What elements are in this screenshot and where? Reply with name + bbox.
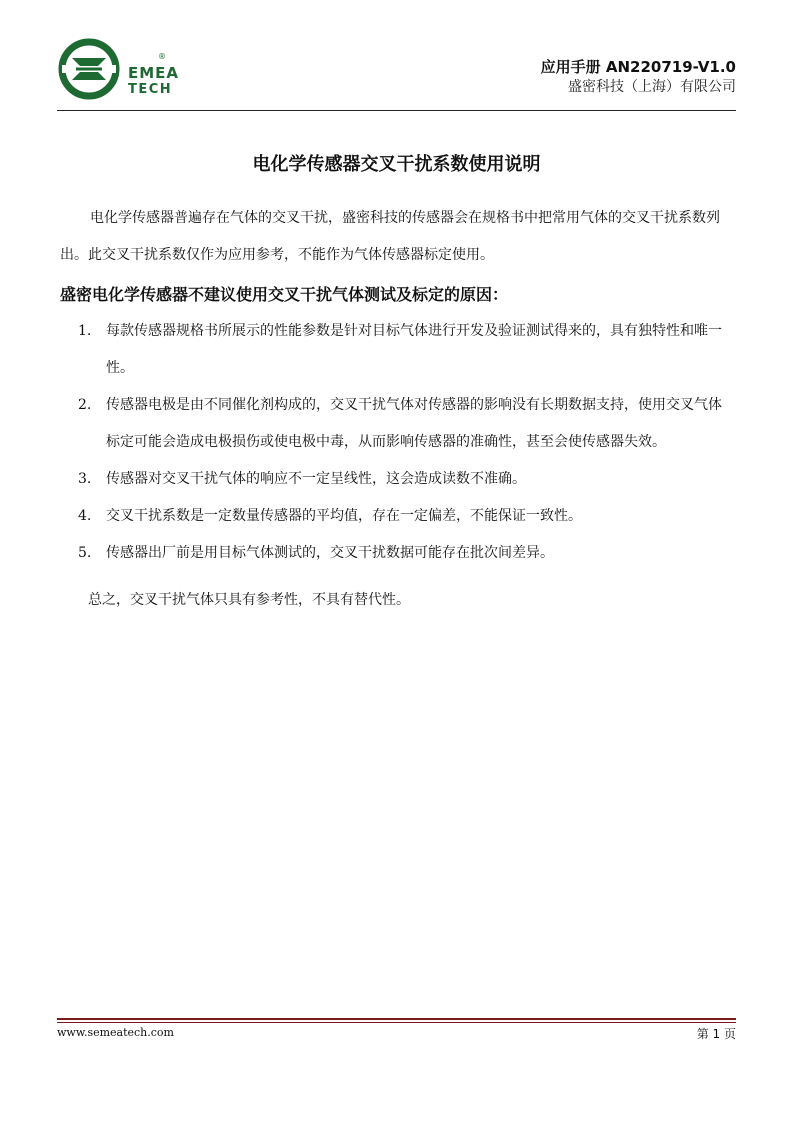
- list-text: 每款传感器规格书所展示的性能参数是针对目标气体进行开发及验证测试得来的，具有独特性和唯一性。: [106, 323, 722, 376]
- header-divider: [57, 110, 736, 111]
- summary-paragraph: 总之，交叉干扰气体只具有参考性，不具有替代性。: [88, 592, 410, 608]
- logo-word-tech: TECH: [128, 82, 173, 97]
- list-item: [78, 313, 734, 387]
- list-text: 交叉干扰系数是一定数量传感器的平均值，存在一定偏差，不能保证一致性。: [106, 508, 582, 524]
- logo-word-emea: EMEA: [128, 64, 180, 82]
- list-number: 1.: [78, 323, 92, 339]
- list-number: 4.: [78, 508, 92, 524]
- list-text: 传感器出厂前是用目标气体测试的，交叉干扰数据可能存在批次间差异。: [106, 545, 554, 561]
- list-item: [78, 498, 734, 535]
- list-item: [78, 387, 734, 461]
- reasons-list: [78, 313, 734, 572]
- header-info: [541, 57, 736, 97]
- page-title: 电化学传感器交叉干扰系数使用说明: [252, 154, 541, 175]
- list-number: 5.: [78, 545, 92, 561]
- company-name: 盛密科技（上海）有限公司: [568, 79, 736, 95]
- doc-id: 应用手册 AN220719-V1.0: [540, 58, 736, 76]
- list-text: 传感器对交叉干扰气体的响应不一定呈线性，这会造成读数不准确。: [106, 471, 526, 487]
- list-item: [78, 535, 734, 572]
- company-logo: [58, 38, 178, 100]
- semea-logo-icon: [58, 38, 120, 100]
- list-number: 3.: [78, 471, 92, 487]
- list-text: 传感器电极是由不同催化剂构成的，交叉干扰气体对传感器的影响没有长期数据支持，使用交叉气体标定可能会造成电极损伤或使电极中毒，从而影响传感器的准确性，甚至会使传感器失效。: [106, 397, 722, 450]
- page-number: 第 1 页: [696, 1027, 736, 1041]
- intro-paragraph: 电化学传感器普遍存在气体的交叉干扰，盛密科技的传感器会在规格书中把常用气体的交叉干扰系数列出。此交叉干扰系数仅作为应用参考，不能作为气体传感器标定使用。: [60, 210, 720, 263]
- footer-divider: [57, 1018, 736, 1020]
- list-number: 2.: [78, 397, 92, 413]
- list-item: [78, 461, 734, 498]
- section-heading: 盛密电化学传感器不建议使用交叉干扰气体测试及标定的原因：: [60, 285, 509, 304]
- footer-divider-thin: [57, 1022, 736, 1023]
- footer-website: www.semeatech.com: [57, 1026, 174, 1039]
- registered-mark: ®: [158, 52, 166, 61]
